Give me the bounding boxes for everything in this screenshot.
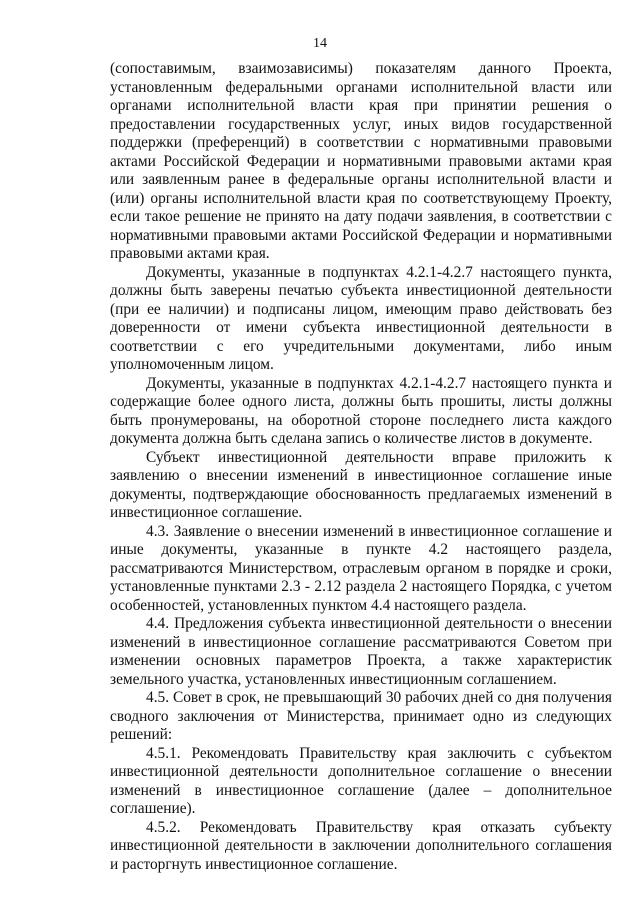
paragraph-clause-4-3: 4.3. Заявление о внесении изменений в инвестиционное соглашение и иные документы, указанные в пункте 4.2 настоящего раздела, рассматриваются Министерством, отраслевым органом в порядке и сроки, установленные пунктами 2.3 - 2.12 раздела 2 настоящего Порядка, с учетом особенностей, установленных пунктом 4.4 настоящего раздела.	[110, 522, 612, 614]
paragraph-clause-4-5: 4.5. Совет в срок, не превышающий 30 рабочих дней со дня получения сводного заключения от Министерства, принимает одно из следующих решений:	[110, 689, 612, 743]
paragraph-clause-4-4: 4.4. Предложения субъекта инвестиционной деятельности о внесении изменений в инвестиционное соглашение рассматриваются Советом при изменении основных параметров Проекта, а также характеристик земельного участка, установленных инвестиционным соглашением.	[110, 615, 612, 688]
paragraph-additional-documents: Субъект инвестиционной деятельности вправе приложить к заявлению о внесении изменений в инвестиционное соглашение иные документы, подтверждающие обоснованность предлагаемых изменений в инвестиционное соглашение.	[110, 448, 612, 521]
paragraph-clause-4-5-2: 4.5.2. Рекомендовать Правительству края отказать субъекту инвестиционной деятельности в заключении дополнительного соглашения и расторгнуть инвестиционное соглашение.	[110, 818, 612, 873]
paragraph-criteria-continuation: (сопоставимым, взаимозависимы) показателям данного Проекта, установленным федеральными органами исполнительной власти или органами исполнительной власти края при принятии решения о предоставлении государственных услуг, иных видов государственной поддержки (преференций) в соответствии с нормативными правовыми актами Российской Федерации и нормативными правовыми актами края или заявленным ранее в федеральные органы исполнительной власти и (или) органы исполнительной власти края по соответствующему Проекту, если такое решение не принято на дату подачи заявления, в соответствии с нормативными правовыми актами Российской Федерации и нормативными правовыми актами края.	[110, 60, 612, 262]
paragraph-documents-certification: Документы, указанные в подпунктах 4.2.1-4.2.7 настоящего пункта, должны быть заверены печатью субъекта инвестиционной деятельности (при ее наличии) и подписаны лицом, имеющим право действовать без доверенности от имени субъекта инвестиционной деятельности в соответствии с его учредительными документами, либо иным уполномоченным лицом.	[110, 263, 612, 373]
paragraph-documents-binding: Документы, указанные в подпунктах 4.2.1-4.2.7 настоящего пункта и содержащие более одного листа, должны быть прошиты, листы должны быть пронумерованы, на оборотной стороне последнего листа каждого документа должна быть сделана запись о количестве листов в документе.	[110, 374, 612, 447]
page-number: 14	[313, 36, 327, 51]
paragraph-clause-4-5-1: 4.5.1. Рекомендовать Правительству края заключить с субъектом инвестиционной деятельности дополнительное соглашение о внесении изменений в инвестиционное соглашение (далее – дополнительное соглашение).	[110, 744, 612, 817]
document-body	[110, 60, 612, 874]
